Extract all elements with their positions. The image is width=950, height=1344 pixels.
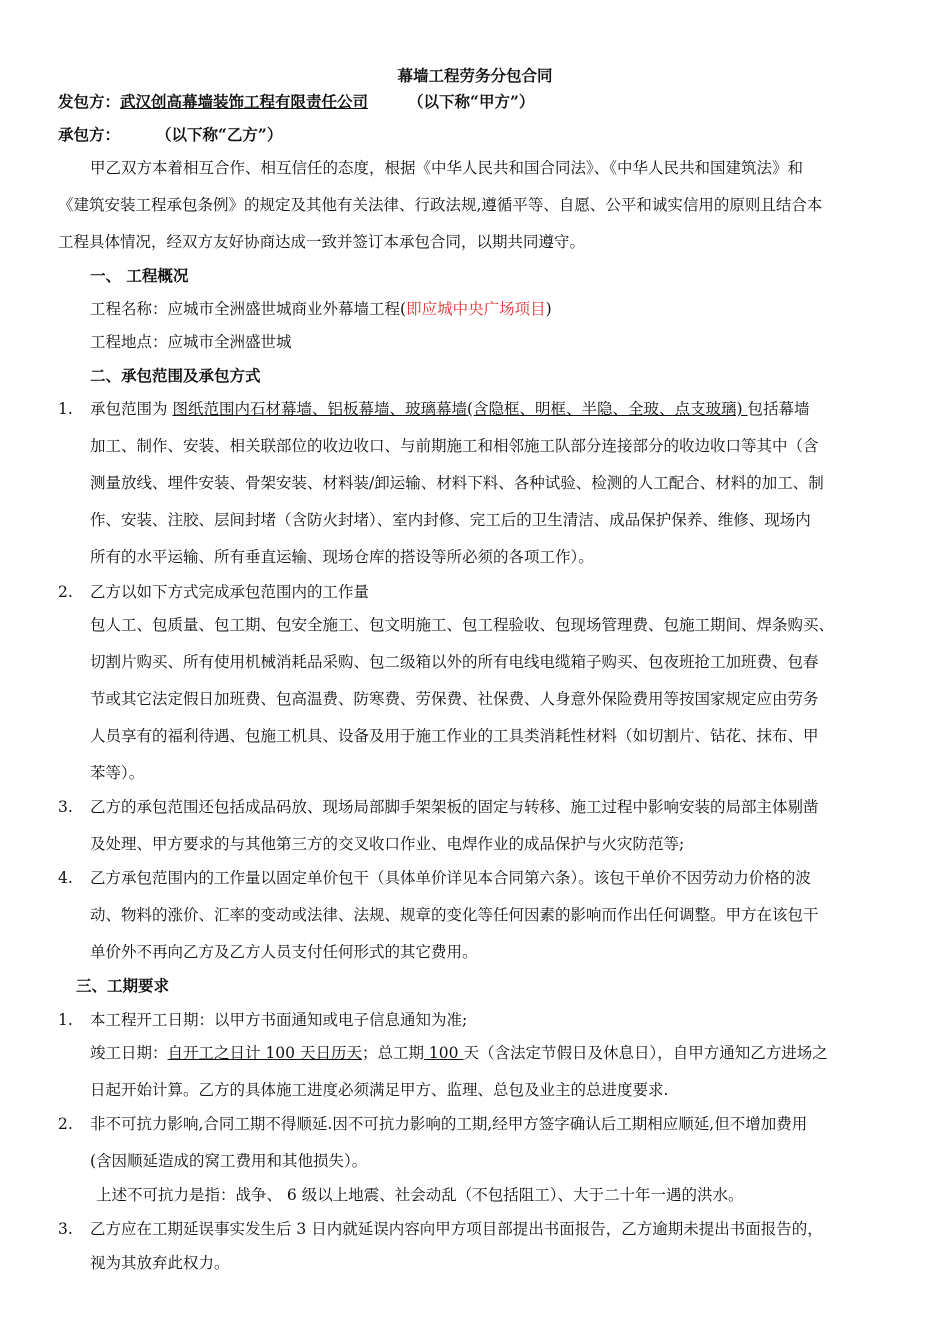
item-line: 作、安装、注胶、层间封堵（含防火封堵）、室内封修、完工后的卫生清洁、成品保护保养、维修、现场内 (90, 511, 811, 529)
party-b-suffix: （以下称“乙方”） (156, 125, 283, 144)
item-line: 节或其它法定假日加班费、包高温费、防寒费、劳保费、社保费、人身意外保险费用等按国家规定应由劳务 (90, 690, 819, 708)
force-majeure-line: 上述不可抗力是指：战争、 6 级以上地震、社会动乱（不包括阻工）、大于二十年一遇的洪水。 (96, 1186, 744, 1204)
item-line: 所有的水平运输、所有垂直运输、现场仓库的搭设等所必须的各项工作）。 (90, 548, 594, 566)
item-line: 加工、制作、安装、相关联部位的收边收口、与前期施工和相邻施工队部分连接部分的收边收口等其中（含 (90, 437, 819, 455)
completion-date-line (90, 1043, 828, 1063)
duration-underlined: 100 (423, 1044, 464, 1062)
intro-line: 甲乙双方本着相互合作、相互信任的态度，根据《中华人民共和国合同法》、《中华人民共和国建筑法》和 (90, 159, 804, 177)
item-line: 乙方的承包范围还包括成品码放、现场局部脚手架架板的固定与转移、施工过程中影响安装的局部主体剔凿 (90, 798, 819, 816)
completion-mid: ；总工期 (361, 1044, 424, 1062)
project-location: 工程地点：应城市全洲盛世城 (90, 333, 292, 351)
project-name-prefix: 工程名称：应城市全洲盛世城商业外幕墙工程( (90, 300, 407, 318)
party-a-label: 发包方： (58, 92, 121, 111)
party-a-line (58, 92, 534, 112)
item-number: 3. (58, 798, 73, 816)
project-name (90, 299, 552, 319)
party-b-label: 承包方： (58, 125, 121, 144)
party-b-line (58, 125, 282, 145)
item-number: 1. (58, 400, 73, 418)
project-name-suffix: ) (545, 300, 552, 318)
item-line: 测量放线、埋件安装、骨架安装、材料装/卸运输、材料下料、各种试验、检测的人工配合、材料的加工、制 (90, 474, 824, 492)
item-number: 4. (58, 869, 73, 887)
item-line: 及处理、甲方要求的与其他第三方的交叉收口作业、电焊作业的成品保护与火灾防范等; (90, 835, 685, 853)
item-line: 苯等）。 (90, 764, 145, 782)
scope-prefix: 承包范围为 (90, 400, 173, 418)
item-line: 单价外不再向乙方及乙方人员支付任何形式的其它费用。 (90, 943, 478, 961)
project-name-alias: 即应城中央广场项目 (406, 300, 546, 318)
item-line: 乙方承包范围内的工作量以固定单价包干（具体单价详见本合同第六条）。该包干单价不因劳动力价格的波 (90, 869, 811, 887)
item-line: 乙方以如下方式完成承包范围内的工作量 (90, 583, 370, 601)
completion-prefix: 竣工日期： (90, 1044, 168, 1062)
section-heading: 一、 工程概况 (90, 266, 189, 285)
item-line: (含因顺延造成的窝工费用和其他损失）。 (90, 1152, 368, 1170)
item-number: 1. (58, 1011, 73, 1029)
item-line: 切割片购买、所有使用机械消耗品采购、包二级箱以外的所有电线电缆箱子购买、包夜班抢工加班费、包春 (90, 653, 819, 671)
scope-line (90, 399, 809, 419)
item-line: 动、物料的涨价、汇率的变动或法律、法规、规章的变化等任何因素的影响而作出任何调整。甲方在该包干 (90, 906, 819, 924)
party-a-suffix: （以下称“甲方”） (408, 92, 535, 111)
item-number: 2. (58, 1115, 73, 1133)
intro-line: 工程具体情况，经双方友好协商达成一致并签订本承包合同，以期共同遵守。 (58, 233, 586, 251)
item-line: 日起开始计算。乙方的具体施工进度必须满足甲方、监理、总包及业主的总进度要求. (90, 1081, 669, 1099)
item-number: 2. (58, 583, 73, 601)
item-number: 3. (58, 1220, 73, 1238)
completion-suffix: 天（含法定节假日及休息日），自甲方通知乙方进场之 (463, 1044, 828, 1062)
item-line: 非不可抗力影响,合同工期不得顺延.因不可抗力影响的工期,经甲方签字确认后工期相应顺延,但不增加费用 (90, 1115, 808, 1133)
completion-underlined: 自开工之日计 100 天日历天 (167, 1044, 362, 1062)
intro-line: 《建筑安装工程承包条例》的规定及其他有关法律、行政法规,遵循平等、自愿、公平和诚实信用的原则且结合本 (58, 196, 823, 214)
section-heading: 二、承包范围及承包方式 (90, 366, 261, 385)
party-a-name: 武汉创高幕墙装饰工程有限责任公司 (120, 92, 369, 111)
scope-suffix: 包括幕墙 (747, 400, 810, 418)
item-line: 视为其放弃此权力。 (90, 1254, 230, 1272)
item-line: 包人工、包质量、包工期、包安全施工、包文明施工、包工程验收、包现场管理费、包施工期间、焊条购买、 (90, 616, 835, 634)
document-title: 幕墙工程劳务分包合同 (397, 66, 553, 85)
item-line: 乙方应在工期延误事实发生后 3 日内就延误内容向甲方项目部提出书面报告，乙方逾期未提出书面报告的， (90, 1220, 823, 1238)
item-line: 人员享有的福利待遇、包施工机具、设备及用于施工作业的工具类消耗性材料（如切割片、钻花、抹布、甲 (90, 727, 819, 745)
section-heading: 三、工期要求 (76, 976, 170, 995)
scope-underlined: 图纸范围内石材幕墙、铝板幕墙、玻璃幕墙(含隐框、明框、半隐、全玻、点支玻璃) (172, 400, 748, 418)
start-date-line: 本工程开工日期：以甲方书面通知或电子信息通知为准; (90, 1011, 468, 1029)
